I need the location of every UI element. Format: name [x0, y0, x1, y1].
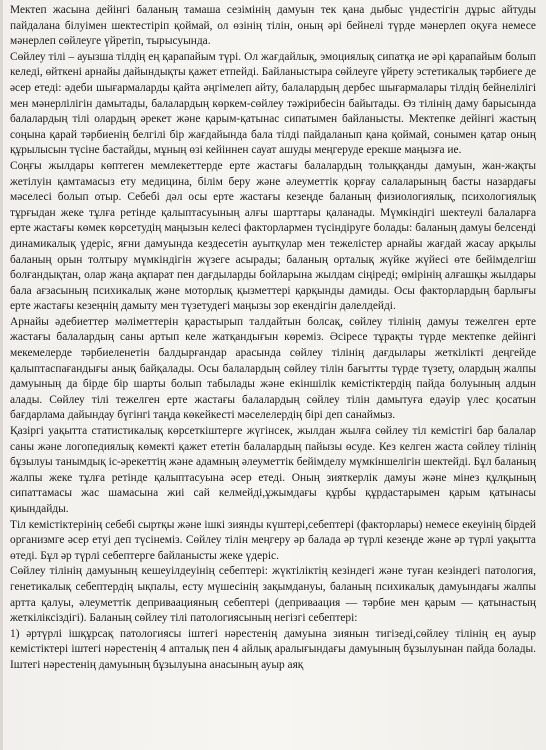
paragraph-literature-analysis: Арнайы әдебиеттер мәліметтерін қарастырып талдайтын болсақ, сөйлеу тілінің дамуы тежелген ерте жастағы балалардың саны артып келе жатқандығын көреміз. Әсіресе тұрақты түрде мектепке дейінгі мекемелерде тәрбиеленетін балдырғандар арасында сөйлеу тілінің дағдылары жеткілікті деңгейде қалыптаспағандығы анық байқалады. Осы балалардың сөйлеу тілін бағытты түрде түзету, олардың жалпы дамуының да бірде бір шарты болып табылады және екіншілік кемістіктердің пайда болуының алдын алады. Сөйлеу тілі тежелген ерте жастағы балалардың сөйлеу тілін дамытуға едәуір үлес қосатын бағдарлама дайындау бүгінгі таңда көкейкесті мәселелердің бірі деп санаймыз. — [10, 315, 536, 422]
paragraph-delay-causes: Сөйлеу тілінің дамуының кешеуілдеуінің себептері: жүктіліктің кезіндегі және туған кезіндегі патология, генетикалық себептердің ықпалы, есту мүшесінің зақымдануы, баланың психикалық дамуындағы жалпы артта қалуы, әлеуметтік деприваацияның себептері (деприваация — тәрбие мен қарым — қатынастың жеткіліксіздігі). Баланың сөйлеу тілі патологиясының негізгі себептері: — [10, 565, 536, 625]
paragraph-causes: Тіл кемістіктерінің себебі сыртқы және ішкі зиянды күштері,себептері (факторлары) немесе екеуінің бірдей организмге әсер етуі деп түсінеміз. Сөйлеу тілін меңгеру әр балада әр түрлі кезеңде және әр түрлі уақытта өтеді. Бұл әр түрлі себептерге байланысты жеке үдеріс. — [10, 518, 536, 562]
paragraph-early-development: Соңғы жылдары көптеген мемлекеттерде ерте жастағы балалардың толыққанды дамуын, жан-жақты жетілуін қамтамасыз ету медицина, білім беру және әлеуметтік қорғау салаларының басты назардағы мәселесі болып отыр. Себебі дәл осы ерте жастағы кезеңде баланың физиологиялық, психологиялық тұрғыдан жеке тұлға ретінде қалыптасуының алғы шарттары қаланады. Мүмкіндігі шектеулі балаларға ерте жастағы көмек көрсетудің маңызын келесі факторлармен түсіндіруге болады: баланың дамуы белсенді динамикалық үдеріс, яғни дамуында кездесетін ауытқулар мен тежелістер арнайы жағдай жасау арқылы баланың орын толтыру мүмкіндігін жүзеге асырады; баланың орталық жүйке жүйесі өте бейімделгіш болғандықтан, олар жаңа ақпарат пен дағдыларды бойларына жылдам сіңіреді; өмірінің алғашқы жылдары бала ағзасының психикалық және моторлық қызметтері қарқынды дамиды. Осы факторлардың барлығы ерте жастағы кезеңнің дамыту мен түзетудегі маңызы зор екендігін дәлелдейді. — [10, 159, 536, 313]
scan-edge — [0, 0, 3, 750]
paragraph-speech-definition: Сөйлеу тілі – ауызша тілдің ең қарапайым түрі. Ол жағдайлық, эмоциялық сипатқа ие әрі қарапайым болып келеді, өйткені арнайы дайындықты қажет етпейді. Байланыстыра сөйлеуге үйрету эстетикалық тәрбиеге де әсер етеді: әдеби шығармаларды қайта әңгімелеп айту, балалардың дербес шығармалары тілдің бейнелілігі мен мәнерлілігін дамытады, балалардың көркем-сөйлеу тәжірибесін байытады. Өз тілінің даму барысында балалардың тілі олардың әрекет және қарым-қатынас сипатымен байланысты. Мектепке дейінгі жастың соңына қарай тәрбиенің белгілі бір жағдайында бала тілді пайдаланып қана қоймай, сонымен қатар оның құрылысын түсіне бастайды, мұның өзі кейіннен сауат ашуды меңгеруде ерекше маңызға ие. — [10, 50, 536, 157]
paragraph-intro: Мектеп жасына дейінгі баланың тамаша сезімінің дамуын тек қана дыбыс үндестігін дұрыс айтуды пайдалана білуімен шектестіріп қоймай, ол өзінің тілін, оның әрі бейнелі түрде мәнерлеп оқуға немесе мәнерлеп сөйлеуге үйретіп, тырысуында. — [10, 4, 536, 48]
paragraph-list-item-1: 1) әртүрлі ішқұрсақ патологиясы іштегі нәрестенің дамуына зиянын тигізеді,сөйлеу тілінің ең ауыр кемістіктері іштегі нәрестенің 4 апталық пен 4 айлық аралығындағы дамуының бұзылуынан пайда болады. Іштегі нәрестенің дамуының бұзылуына анасының ауыр аяқ — [10, 627, 536, 671]
paragraph-statistics: Қазіргі уақытта статистикалық көрсеткіштерге жүгінсек, жылдан жылға сөйлеу тіл кемістігі бар балалар саны және логопедиялық көмекті қажет ететін балалардың пайызы өсуде. Кез келген жаста сөйлеу тілінің бұзылуы танымдық іс-әрекеттің және адамның әлеуметтік бейімделу мүмкіншелігін шектейді. Бұл баланың жалпы жеке тұлға ретінде қалыптасуына әсер етеді. Оның зияткерлік дамуы және мінез құлқының сипаттамасы жас шамасына жиі сай келмейді,ұжымдағы құрбы құрдастарымен қарым қатынасы қиындайды. — [10, 425, 536, 515]
